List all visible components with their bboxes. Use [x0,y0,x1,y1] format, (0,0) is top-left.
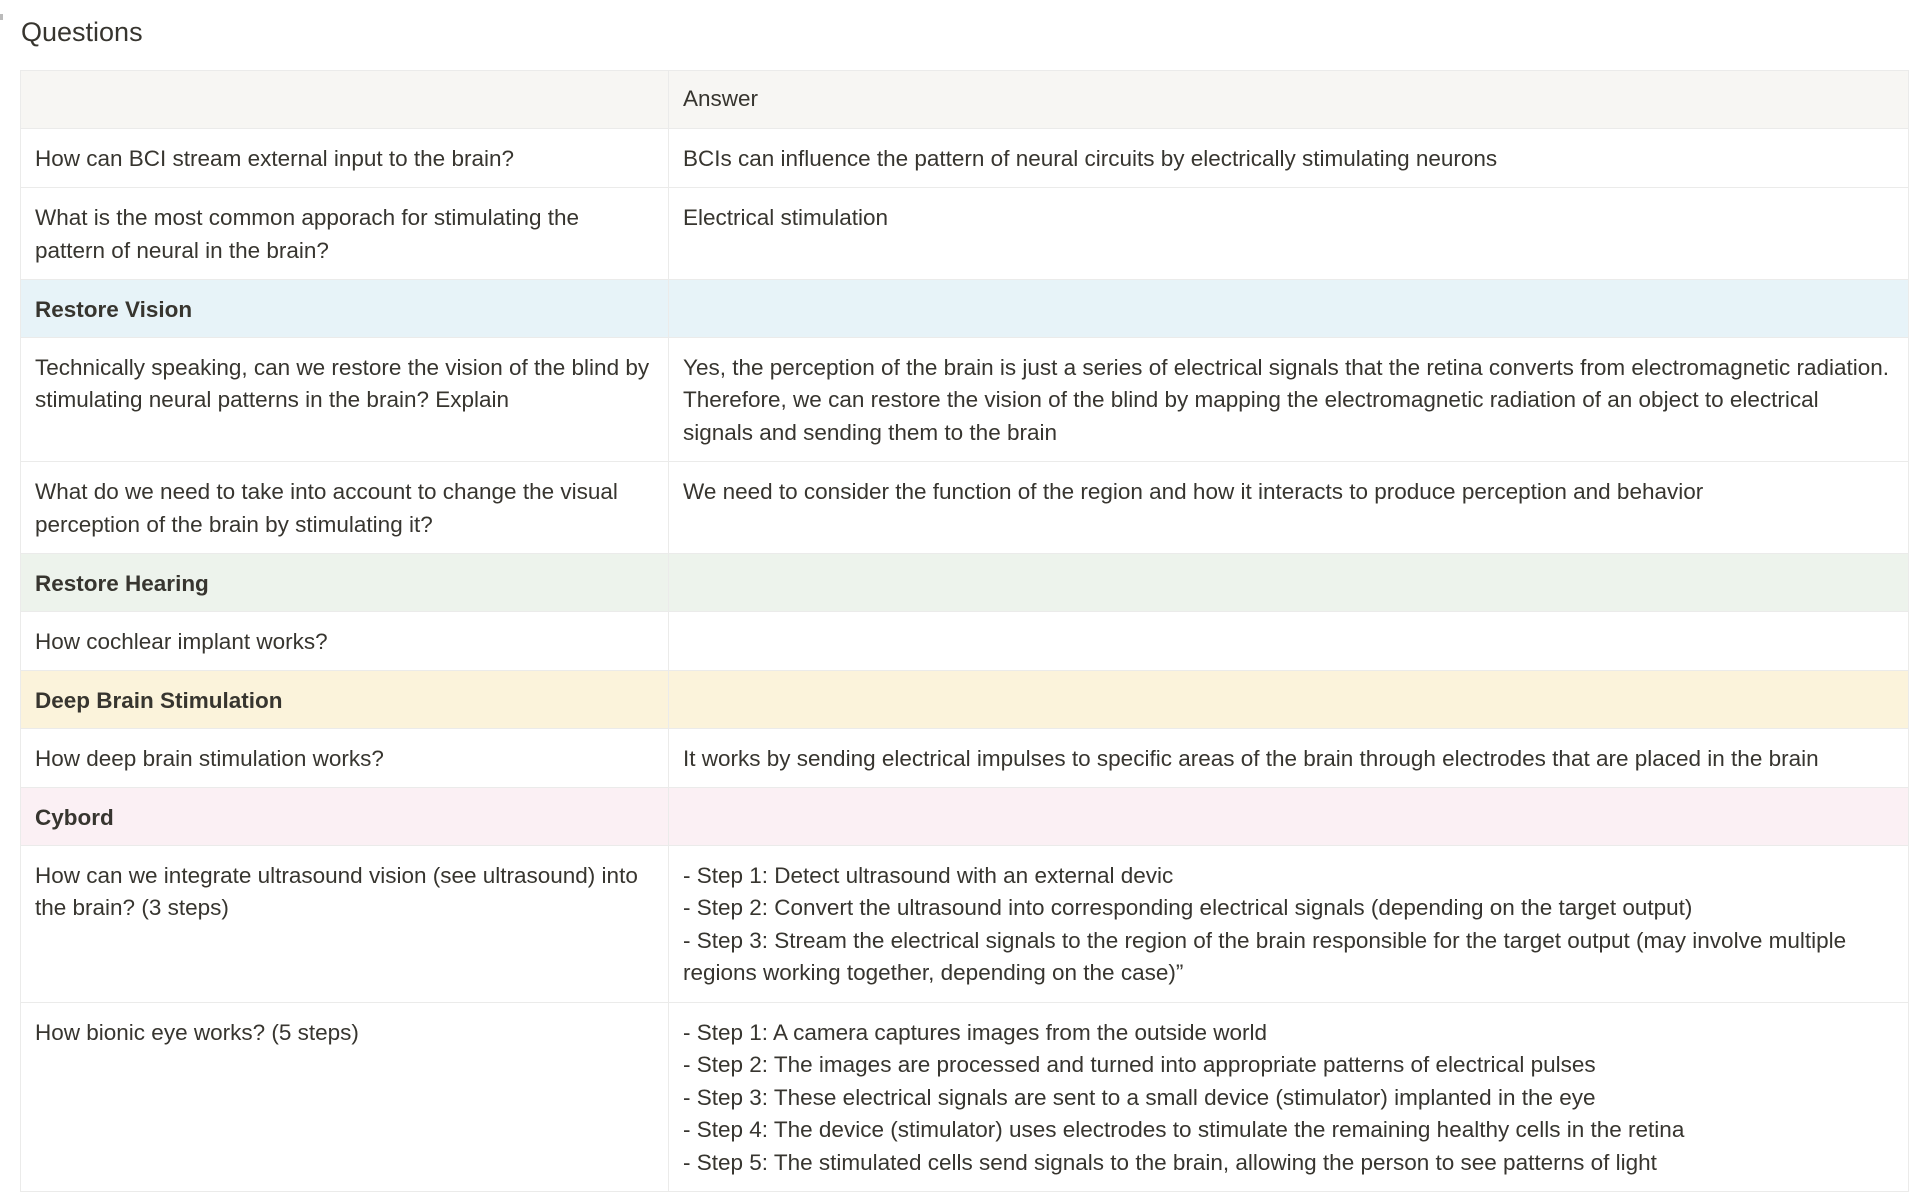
answer-cell[interactable]: It works by sending electrical impulses to specific areas of the brain through electrodes that are placed in the brain [669,728,1909,788]
question-cell[interactable]: How bionic eye works? (5 steps) [21,1002,669,1192]
answer-cell[interactable] [669,611,1909,671]
question-cell[interactable]: How deep brain stimulation works? [21,728,669,788]
questions-table [20,70,1909,1192]
section-empty-cell[interactable] [669,280,1909,338]
header-cell-question[interactable] [21,71,669,129]
section-empty-cell[interactable] [669,788,1909,846]
section-empty-cell[interactable] [669,671,1909,729]
question-cell[interactable]: How can we integrate ultrasound vision (see ultrasound) into the brain? (3 steps) [21,845,669,1002]
answer-cell[interactable]: We need to consider the function of the region and how it interacts to produce perception and behavior [669,462,1909,554]
section-title-cell[interactable]: Cybord [21,788,669,846]
section-title-cell[interactable]: Restore Hearing [21,554,669,612]
section-title-cell[interactable]: Deep Brain Stimulation [21,671,669,729]
table-row [21,337,1909,462]
section-empty-cell[interactable] [669,554,1909,612]
question-cell[interactable]: Technically speaking, can we restore the vision of the blind by stimulating neural patterns in the brain? Explain [21,337,669,462]
answer-cell[interactable]: BCIs can influence the pattern of neural circuits by electrically stimulating neurons [669,128,1909,188]
answer-cell[interactable]: - Step 1: A camera captures images from the outside world - Step 2: The images are processed and turned into appropriate patterns of electrical pulses - Step 3: These electrical signals are sent to a small device (stimulator) implanted in the eye - Step 4: The device (stimulator) uses electrodes to stimulate the remaining healthy cells in the retina - Step 5: The stimulated cells send signals to the brain, allowing the person to see patterns of light [669,1002,1909,1192]
table-row [21,1002,1909,1192]
answer-cell[interactable]: Electrical stimulation [669,188,1909,280]
table-header-row [21,71,1909,129]
question-cell[interactable]: How cochlear implant works? [21,611,669,671]
table-row [21,188,1909,280]
question-cell[interactable]: What do we need to take into account to change the visual perception of the brain by stimulating it? [21,462,669,554]
section-row-restore-vision [21,280,1909,338]
page-edge-marker [0,14,3,20]
table-row [21,845,1909,1002]
table-row [21,728,1909,788]
section-row-restore-hearing [21,554,1909,612]
section-row-deep-brain-stimulation [21,671,1909,729]
table-row [21,128,1909,188]
table-row [21,462,1909,554]
section-row-cybord [21,788,1909,846]
table-row [21,611,1909,671]
questions-table-container [20,70,1908,1192]
header-cell-answer[interactable]: Answer [669,71,1909,129]
question-cell[interactable]: What is the most common apporach for stimulating the pattern of neural in the brain? [21,188,669,280]
page-title: Questions [21,17,143,47]
answer-cell[interactable]: - Step 1: Detect ultrasound with an external devic - Step 2: Convert the ultrasound into corresponding electrical signals (depending on the target output) - Step 3: Stream the electrical signals to the region of the brain responsible for the target output (may involve multiple regions working together, depending on the case)” [669,845,1909,1002]
answer-cell[interactable]: Yes, the perception of the brain is just a series of electrical signals that the retina converts from electromagnetic radiation. Therefore, we can restore the vision of the blind by mapping the electromagnetic radiation of an object to electrical signals and sending them to the brain [669,337,1909,462]
section-title-cell[interactable]: Restore Vision [21,280,669,338]
question-cell[interactable]: How can BCI stream external input to the brain? [21,128,669,188]
